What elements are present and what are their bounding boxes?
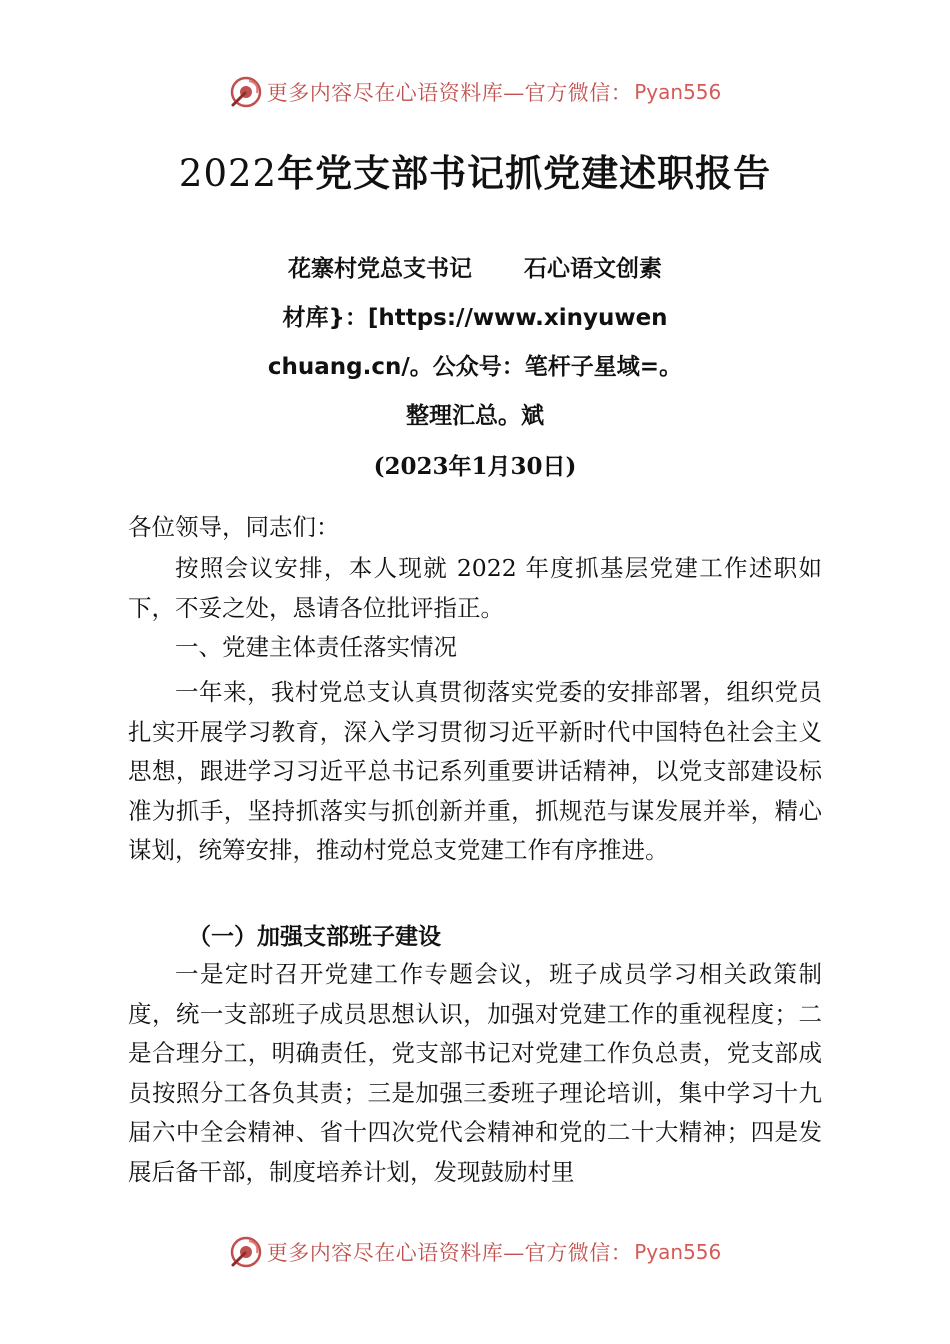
section-title-1: 一、党建主体责任落实情况	[175, 633, 457, 661]
subtitle-line-1	[0, 250, 950, 283]
banner-wechat-id: Pyan556	[634, 1240, 722, 1264]
salutation: 各位领导，同志们：	[128, 513, 340, 541]
footer-watermark-banner	[0, 1232, 950, 1272]
author-label: 花寨村党总支书记	[288, 256, 472, 282]
subtitle-line-4: 整理汇总。斌	[406, 403, 544, 429]
report-date: (2023年1月30日)	[373, 453, 577, 480]
title-text: 年党支部书记抓党建述职报告	[277, 151, 772, 195]
brand-logo-icon	[229, 75, 263, 109]
paragraph-intro: 按照会议安排，本人现就 2022 年度抓基层党建工作述职如下，不妥之处，恳请各位批评指正。	[128, 554, 822, 622]
subtitle-line-2: 材库}：[https://www.xinyuwen	[282, 305, 668, 331]
subsection-heading: （一）加强支部班子建设	[188, 924, 441, 950]
header-watermark-banner	[0, 72, 950, 112]
paragraph-overview: 一年来，我村党总支认真贯彻落实党委的安排部署，组织党员扎实开展学习教育，深入学习贯彻习近平新时代中国特色社会主义思想，跟进学习习近平总书记系列重要讲话精神，以党支部建设标准为抓手，坚持抓落实与抓创新并重，抓规范与谋发展并举，精心谋划，统筹安排，推动村党总支党建工作有序推进。	[128, 678, 822, 864]
paragraph-branch-building: 一是定时召开党建工作专题会议，班子成员学习相关政策制度，统一支部班子成员思想认识，加强对党建工作的重视程度；二是合理分工，明确责任，党支部书记对党建工作负总责，党支部成员按照分工各负其责；三是加强三委班子理论培训，集中学习十九届六中全会精神、省十四次党代会精神和党的二十大精神；四是发展后备干部，制度培养计划，发现鼓励村里	[128, 960, 822, 1186]
page-title	[0, 143, 950, 197]
source-line-1: 石心语文创素	[524, 256, 662, 282]
banner-wechat-id: Pyan556	[634, 80, 722, 104]
title-year: 2022	[178, 152, 278, 195]
banner-text: 更多内容尽在心语资料库—官方微信：	[266, 81, 633, 105]
subtitle-line-3: chuang.cn/。公众号：笔杆子星域=。	[267, 354, 683, 380]
banner-text: 更多内容尽在心语资料库—官方微信：	[266, 1241, 633, 1265]
brand-logo-icon	[229, 1235, 263, 1269]
